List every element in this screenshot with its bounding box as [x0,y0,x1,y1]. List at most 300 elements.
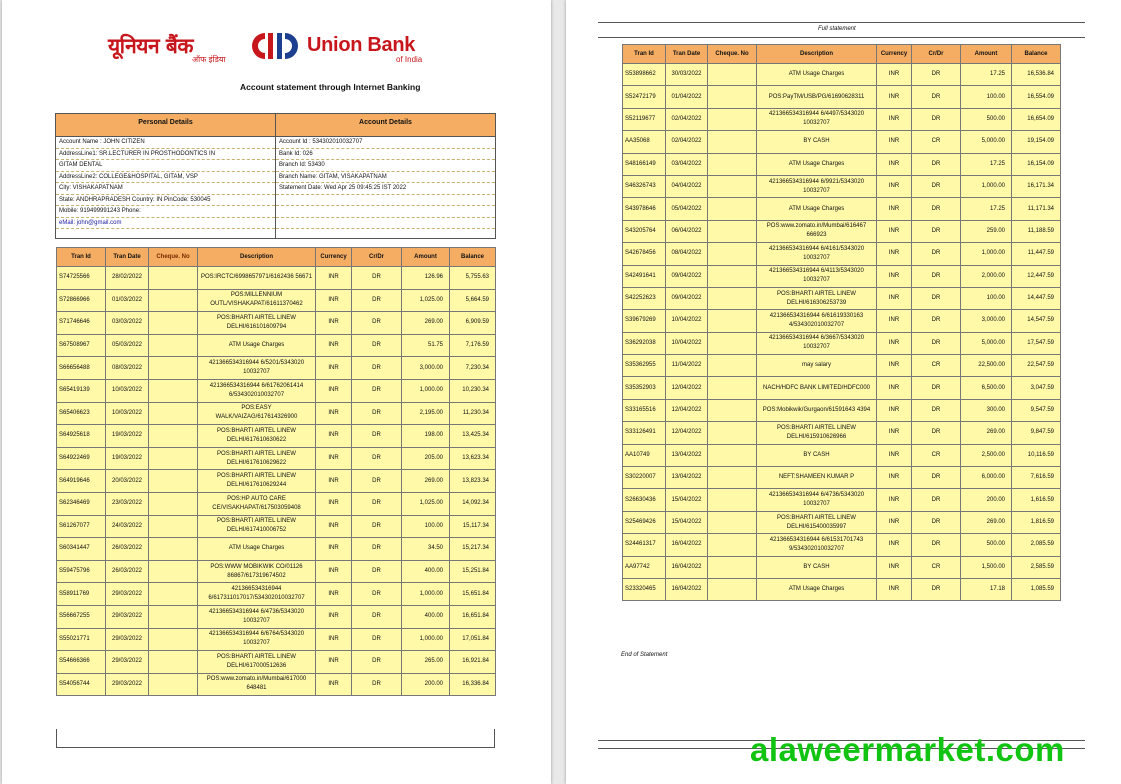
watermark: alaweermarket.com [750,731,1065,768]
cell-description: POS:BHARTI AIRTEL LINEW DELHI/616306253739 [757,287,877,309]
cell-tran-date: 08/04/2022 [666,243,708,265]
account-line [276,218,495,230]
cell-cr-dr: DR [352,267,402,290]
cell-tran-id: S56667255 [57,605,106,628]
cell-amount: 1,025.00 [402,289,450,312]
cell-cheque-no [708,578,757,600]
customer-info-box [55,113,496,239]
cell-tran-date: 03/04/2022 [666,153,708,175]
cell-description: BY CASH [757,556,877,578]
cell-balance: 16,921.84 [450,651,496,674]
cell-cheque-no [708,198,757,220]
cell-description: may salary [757,355,877,377]
cell-tran-date: 24/03/2022 [106,515,149,538]
cell-tran-id: S64919646 [57,470,106,493]
union-bank-logo-icon [251,30,299,62]
table-row [623,131,1061,153]
col-header-balance: Balance [1012,45,1061,64]
cell-amount: 1,000.00 [402,379,450,402]
cell-cheque-no [708,355,757,377]
cell-cheque-no [708,265,757,287]
cell-cr-dr: DR [352,470,402,493]
cell-tran-id: S67508967 [57,334,106,357]
table-row [623,64,1061,86]
cell-cheque-no [149,673,198,696]
cell-currency: INR [316,357,352,380]
table-row [623,332,1061,354]
cell-description: 421366534316944 6/61531701743 9/534302010032707 [757,534,877,556]
table-row [57,312,496,335]
cell-cr-dr: DR [352,357,402,380]
cell-cr-dr: DR [352,583,402,606]
cell-description: 421366534316944 6/61762061414 6/534302010032707 [198,379,316,402]
cell-balance: 11,447.59 [1012,243,1061,265]
cell-cheque-no [708,175,757,197]
cell-description: BY CASH [757,444,877,466]
cell-tran-date: 26/03/2022 [106,560,149,583]
cell-currency: INR [316,583,352,606]
cell-currency: INR [316,334,352,357]
cell-balance: 16,336.84 [450,673,496,696]
cell-currency: INR [877,534,912,556]
cell-description: ATM Usage Charges [198,334,316,357]
table-row [57,560,496,583]
table-row [57,492,496,515]
cell-description: NEFT:SHAMEEN KUMAR P [757,467,877,489]
cell-tran-id: S33126491 [623,422,666,444]
cell-amount: 269.00 [402,470,450,493]
cell-amount: 17.25 [961,198,1012,220]
col-header-cr-dr: Cr/Dr [912,45,961,64]
cell-currency: INR [877,444,912,466]
cell-description: 421366534316944 6/4113/5343020 10032707 [757,265,877,287]
cell-cheque-no [708,153,757,175]
table-row [57,379,496,402]
col-header-currency: Currency [316,248,352,267]
cell-tran-id: S64922469 [57,447,106,470]
cell-description: NACH/HDFC BANK LIMITED/HDFC000 [757,377,877,399]
cell-currency: INR [316,673,352,696]
cell-tran-date: 05/03/2022 [106,334,149,357]
cell-balance: 9,547.59 [1012,399,1061,421]
cell-tran-date: 01/03/2022 [106,289,149,312]
cell-description: ATM Usage Charges [198,538,316,561]
cell-cr-dr: DR [912,578,961,600]
cell-tran-date: 15/04/2022 [666,489,708,511]
cell-currency: INR [877,86,912,108]
cell-tran-date: 30/03/2022 [666,64,708,86]
cell-cr-dr: DR [912,220,961,242]
statement-subtitle: Account statement through Internet Banking [240,82,421,92]
cell-currency: INR [877,243,912,265]
cell-currency: INR [877,310,912,332]
cell-tran-date: 12/04/2022 [666,399,708,421]
cell-amount: 100.00 [402,515,450,538]
cell-tran-id: S24461317 [623,534,666,556]
table-row [57,538,496,561]
table-row [623,399,1061,421]
cell-cr-dr: DR [912,86,961,108]
cell-tran-id: S62346469 [57,492,106,515]
cell-cheque-no [708,511,757,533]
cell-amount: 269.00 [402,312,450,335]
full-statement-bar [598,22,1085,38]
cell-cheque-no [149,312,198,335]
cell-cr-dr: DR [352,492,402,515]
cell-balance: 11,230.34 [450,402,496,425]
cell-cheque-no [149,334,198,357]
table-row [623,175,1061,197]
cell-tran-date: 16/04/2022 [666,578,708,600]
cell-tran-id: S71746646 [57,312,106,335]
table-row [623,287,1061,309]
cell-currency: INR [877,467,912,489]
cell-amount: 269.00 [961,511,1012,533]
table-row [57,651,496,674]
cell-cr-dr: DR [912,489,961,511]
transactions-table-page-1 [56,247,496,696]
cell-amount: 1,000.00 [961,175,1012,197]
cell-amount: 5,000.00 [961,131,1012,153]
cell-tran-id: S61267077 [57,515,106,538]
cell-tran-date: 10/03/2022 [106,402,149,425]
cell-cr-dr: CR [912,355,961,377]
cell-balance: 7,230.34 [450,357,496,380]
table-row [623,355,1061,377]
cell-tran-date: 29/03/2022 [106,583,149,606]
cell-tran-id: S42678456 [623,243,666,265]
cell-tran-date: 23/03/2022 [106,492,149,515]
table-footer-blank [56,729,495,748]
cell-cr-dr: CR [912,131,961,153]
col-header-balance: Balance [450,248,496,267]
table-row [623,377,1061,399]
cell-balance: 3,047.59 [1012,377,1061,399]
cell-tran-date: 08/03/2022 [106,357,149,380]
cell-amount: 1,000.00 [402,583,450,606]
cell-amount: 100.00 [961,86,1012,108]
cell-currency: INR [877,265,912,287]
cell-tran-date: 06/04/2022 [666,220,708,242]
cell-balance: 9,847.59 [1012,422,1061,444]
cell-currency: INR [316,651,352,674]
cell-currency: INR [877,422,912,444]
cell-tran-date: 19/03/2022 [106,425,149,448]
cell-tran-date: 29/03/2022 [106,628,149,651]
cell-cr-dr: DR [352,673,402,696]
cell-description: POS:BHARTI AIRTEL LINEW DELHI/617410006752 [198,515,316,538]
cell-tran-id: S35362955 [623,355,666,377]
table-row [57,425,496,448]
cell-cheque-no [708,64,757,86]
cell-description: POS:PayTM/USB/PG/61690628311 [757,86,877,108]
cell-balance: 16,651.84 [450,605,496,628]
table-header-row [623,45,1061,64]
cell-tran-id: S42491641 [623,265,666,287]
cell-description: 421366534316944 6/4161/5343020 10032707 [757,243,877,265]
cell-cr-dr: CR [912,556,961,578]
transactions-table-page-2 [622,44,1061,601]
cell-cheque-no [708,243,757,265]
cell-tran-date: 09/04/2022 [666,287,708,309]
cell-tran-id: AA10749 [623,444,666,466]
cell-tran-id: S25469426 [623,511,666,533]
personal-email[interactable]: eMail: john@gmail.com [56,218,275,230]
cell-description: POS:IRCTC/6998657971/6162436 56671 [198,267,316,290]
cell-balance: 7,176.59 [450,334,496,357]
account-line: Statement Date: Wed Apr 25 09:45:25 IST 2022 [276,183,495,195]
cell-description: 421366534316944 6/61619330163 4/534302010032707 [757,310,877,332]
table-row [57,583,496,606]
table-row [623,467,1061,489]
cell-cr-dr: DR [352,334,402,357]
cell-cheque-no [708,534,757,556]
cell-cheque-no [708,220,757,242]
cell-currency: INR [316,492,352,515]
table-row [57,402,496,425]
account-details-header: Account Details [276,114,495,137]
cell-tran-id: AA35068 [623,131,666,153]
col-header-tran-date: Tran Date [666,45,708,64]
cell-cr-dr: DR [912,198,961,220]
cell-tran-id: S66656488 [57,357,106,380]
cell-currency: INR [877,108,912,130]
cell-tran-date: 09/04/2022 [666,265,708,287]
cell-balance: 6,909.59 [450,312,496,335]
col-header-description: Description [198,248,316,267]
cell-description: BY CASH [757,131,877,153]
cell-amount: 265.00 [402,651,450,674]
table-row [57,357,496,380]
col-header-description: Description [757,45,877,64]
cell-tran-id: S35352903 [623,377,666,399]
cell-tran-date: 26/03/2022 [106,538,149,561]
cell-description: 421366534316944 6/9921/5343020 10032707 [757,175,877,197]
cell-amount: 100.00 [961,287,1012,309]
cell-cheque-no [149,402,198,425]
cell-cr-dr: DR [912,332,961,354]
table-row [623,556,1061,578]
cell-cheque-no [149,605,198,628]
cell-currency: INR [877,355,912,377]
cell-currency: INR [877,332,912,354]
col-header-amount: Amount [402,248,450,267]
cell-tran-id: S52472179 [623,86,666,108]
cell-amount: 126.96 [402,267,450,290]
cell-currency: INR [877,198,912,220]
cell-balance: 15,251.84 [450,560,496,583]
cell-tran-date: 13/04/2022 [666,467,708,489]
cell-cr-dr: DR [912,467,961,489]
cell-tran-date: 02/04/2022 [666,131,708,153]
cell-currency: INR [316,470,352,493]
cell-description: ATM Usage Charges [757,153,877,175]
cell-balance: 1,816.59 [1012,511,1061,533]
cell-amount: 2,500.00 [961,444,1012,466]
cell-currency: INR [877,511,912,533]
cell-amount: 3,000.00 [402,357,450,380]
cell-description: POS:BHARTI AIRTEL LINEW DELHI/617000512636 [198,651,316,674]
cell-balance: 19,154.09 [1012,131,1061,153]
personal-line: Account Name : JOHN CITIZEN [56,137,275,149]
table-row [57,515,496,538]
cell-cheque-no [149,628,198,651]
cell-currency: INR [877,556,912,578]
cell-balance: 17,051.84 [450,628,496,651]
cell-cr-dr: DR [352,515,402,538]
cell-amount: 2,195.00 [402,402,450,425]
cell-cheque-no [708,377,757,399]
cell-amount: 200.00 [402,673,450,696]
bank-name-english-sub: of India [396,55,423,64]
cell-tran-id: S59475796 [57,560,106,583]
cell-cheque-no [708,399,757,421]
cell-cheque-no [149,515,198,538]
cell-tran-date: 15/04/2022 [666,511,708,533]
cell-balance: 16,154.09 [1012,153,1061,175]
cell-amount: 400.00 [402,605,450,628]
cell-amount: 17.25 [961,64,1012,86]
table-row [57,470,496,493]
cell-description: POS:BHARTI AIRTEL LINEW DELHI/617610629244 [198,470,316,493]
cell-tran-date: 28/02/2022 [106,267,149,290]
cell-cheque-no [149,492,198,515]
cell-description: 421366534316944 6/4736/5343020 10032707 [198,605,316,628]
cell-cheque-no [149,267,198,290]
cell-tran-date: 10/04/2022 [666,310,708,332]
cell-tran-date: 01/04/2022 [666,86,708,108]
personal-line: Mobile: 919499991243 Phone: [56,206,275,218]
table-row [623,108,1061,130]
cell-tran-id: S48166149 [623,153,666,175]
table-row [57,334,496,357]
cell-description: ATM Usage Charges [757,198,877,220]
cell-tran-date: 10/04/2022 [666,332,708,354]
cell-tran-id: S55021771 [57,628,106,651]
personal-details [56,137,275,229]
table-row [623,489,1061,511]
cell-balance: 15,651.84 [450,583,496,606]
cell-tran-date: 16/04/2022 [666,556,708,578]
cell-currency: INR [316,402,352,425]
cell-currency: INR [316,628,352,651]
col-header-tran-date: Tran Date [106,248,149,267]
cell-currency: INR [877,64,912,86]
cell-description: POS:BHARTI AIRTEL LINEW DELHI/617610629622 [198,447,316,470]
cell-tran-date: 20/03/2022 [106,470,149,493]
table-header-row [57,248,496,267]
cell-balance: 16,171.34 [1012,175,1061,197]
account-line [276,195,495,207]
cell-amount: 500.00 [961,108,1012,130]
cell-balance: 5,664.59 [450,289,496,312]
account-line: Branch Id: 53430 [276,160,495,172]
cell-tran-date: 13/04/2022 [666,444,708,466]
cell-amount: 500.00 [961,534,1012,556]
cell-currency: INR [877,399,912,421]
cell-balance: 2,585.59 [1012,556,1061,578]
full-statement-label: Full statement [818,26,856,32]
account-line: Branch Name: GITAM, VISAKAPATNAM [276,172,495,184]
cell-amount: 1,000.00 [402,628,450,651]
cell-tran-date: 12/04/2022 [666,377,708,399]
cell-amount: 1,500.00 [961,556,1012,578]
table-row [623,220,1061,242]
cell-balance: 10,230.34 [450,379,496,402]
cell-tran-id: S74725566 [57,267,106,290]
cell-tran-id: S26630436 [623,489,666,511]
cell-cheque-no [708,422,757,444]
cell-tran-id: S39679269 [623,310,666,332]
cell-cheque-no [149,560,198,583]
cell-tran-date: 16/04/2022 [666,534,708,556]
cell-tran-id: S43978646 [623,198,666,220]
cell-cr-dr: DR [352,651,402,674]
cell-tran-id: S30220007 [623,467,666,489]
cell-amount: 1,025.00 [402,492,450,515]
cell-currency: INR [877,175,912,197]
cell-cr-dr: DR [912,511,961,533]
account-details [276,137,495,229]
bank-name-hindi: यूनियन बैंक [108,34,194,58]
cell-description: 421366534316944 6/5201/5343020 10032707 [198,357,316,380]
cell-tran-id: S72866966 [57,289,106,312]
cell-currency: INR [316,538,352,561]
cell-cr-dr: DR [912,243,961,265]
cell-cheque-no [708,287,757,309]
cell-currency: INR [877,489,912,511]
cell-currency: INR [316,560,352,583]
cell-description: ATM Usage Charges [757,64,877,86]
cell-cr-dr: DR [352,425,402,448]
cell-cheque-no [708,444,757,466]
cell-tran-id: S36292038 [623,332,666,354]
cell-cr-dr: DR [912,64,961,86]
cell-cheque-no [149,289,198,312]
cell-balance: 16,554.09 [1012,86,1061,108]
cell-cheque-no [708,489,757,511]
col-header-tran-id: Tran Id [57,248,106,267]
cell-amount: 6,000.00 [961,467,1012,489]
cell-cr-dr: CR [912,444,961,466]
cell-amount: 51.75 [402,334,450,357]
cell-currency: INR [877,578,912,600]
cell-balance: 1,616.59 [1012,489,1061,511]
cell-cheque-no [708,332,757,354]
cell-amount: 5,000.00 [961,332,1012,354]
cell-currency: INR [316,312,352,335]
cell-amount: 2,000.00 [961,265,1012,287]
cell-cr-dr: DR [912,377,961,399]
cell-description: POS:www.zomato.in/Mumbai/616467 666923 [757,220,877,242]
cell-balance: 13,823.34 [450,470,496,493]
cell-currency: INR [877,220,912,242]
cell-balance: 1,085.59 [1012,578,1061,600]
table-row [623,310,1061,332]
cell-tran-id: S53898662 [623,64,666,86]
cell-tran-date: 29/03/2022 [106,651,149,674]
cell-balance: 12,447.59 [1012,265,1061,287]
cell-cr-dr: DR [352,447,402,470]
cell-currency: INR [316,605,352,628]
cell-cr-dr: DR [912,287,961,309]
personal-line: State: ANDHRAPRADESH Country: IN PinCode: 530045 [56,195,275,207]
cell-cr-dr: DR [912,108,961,130]
cell-tran-id: S46326743 [623,175,666,197]
cell-description: POS:BHARTI AIRTEL LINEW DELHI/615910626966 [757,422,877,444]
cell-balance: 11,171.34 [1012,198,1061,220]
cell-balance: 10,116.59 [1012,444,1061,466]
